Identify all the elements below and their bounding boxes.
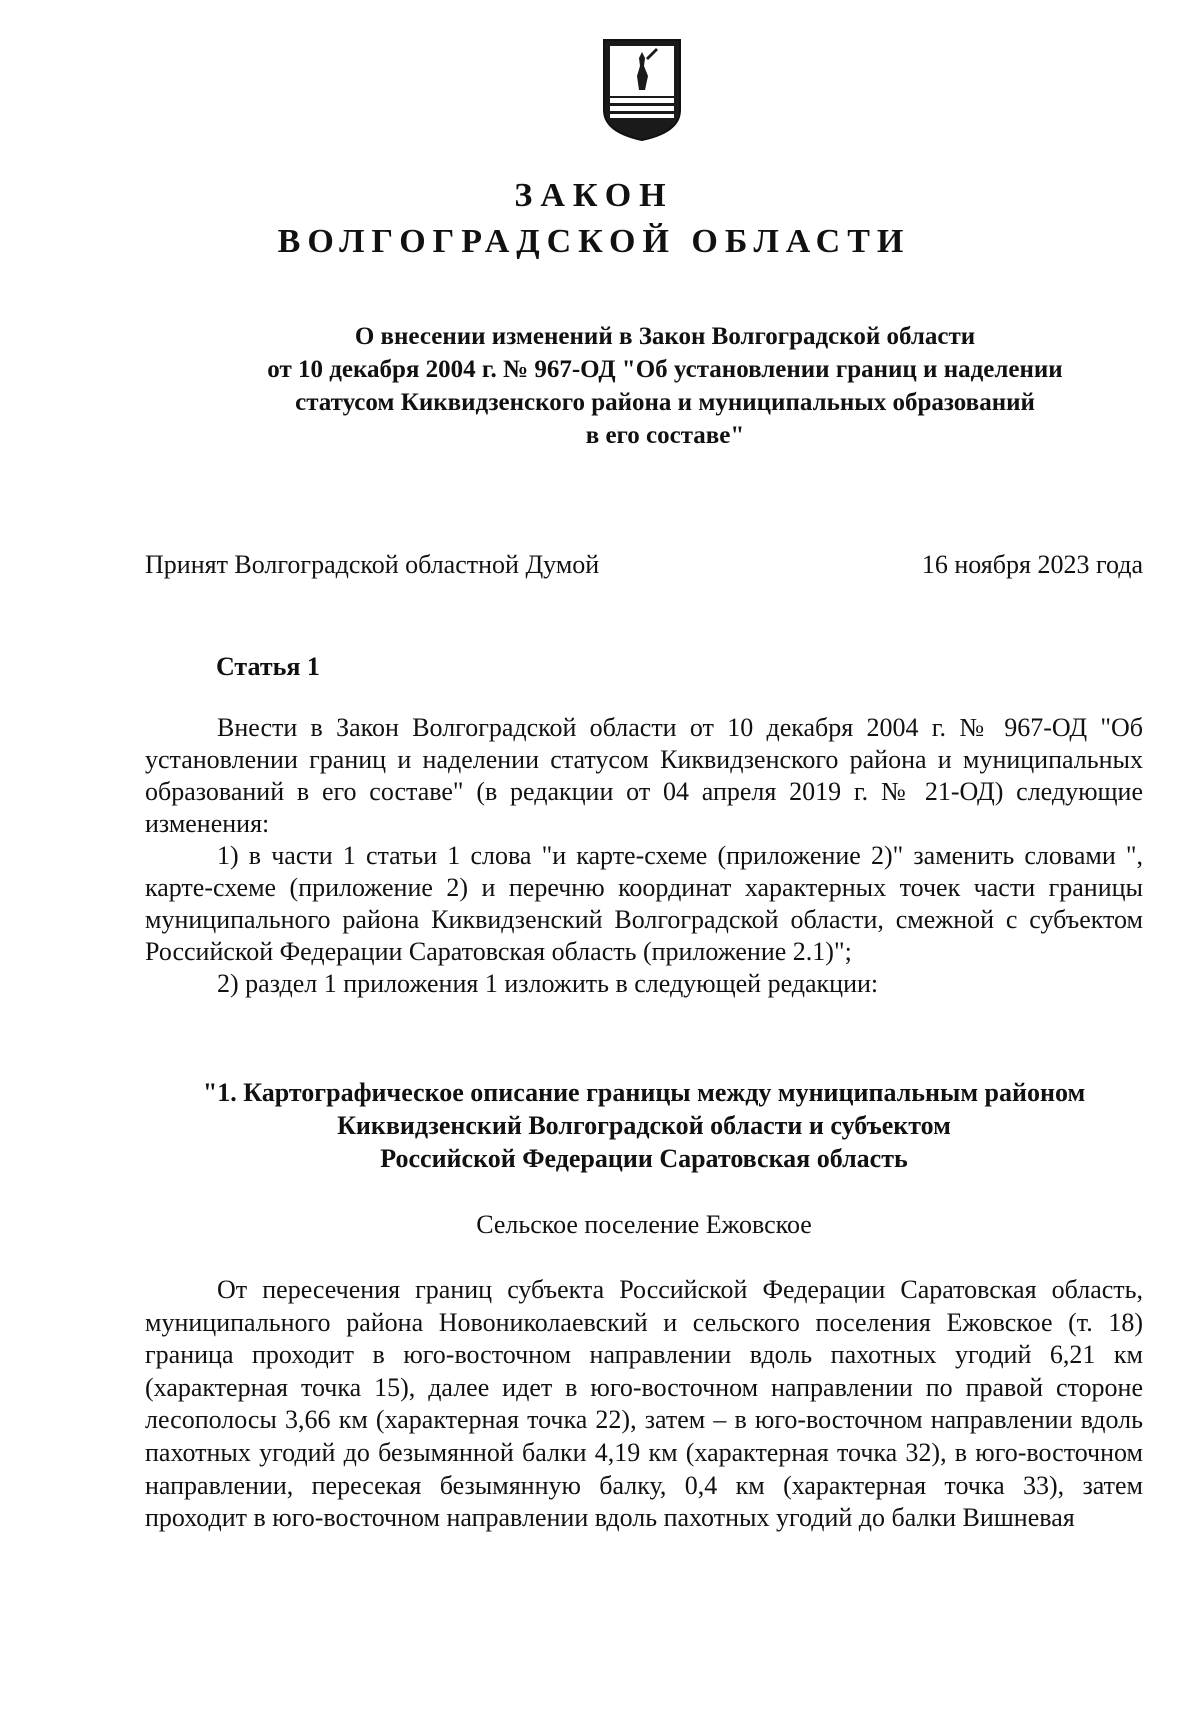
- section-heading-line: Киквидзенский Волгоградской области и субъектом: [337, 1111, 951, 1140]
- article-item-2: 2) раздел 1 приложения 1 изложить в следующей редакции:: [217, 969, 879, 998]
- article-heading: Статья 1: [216, 652, 320, 681]
- subtitle-line: от 10 декабря 2004 г. № 967-ОД "Об установлении границ и наделении: [267, 356, 1063, 383]
- section-heading-line: Российской Федерации Саратовская область: [380, 1144, 908, 1173]
- boundary-description: [145, 1274, 1143, 1535]
- article-body: [145, 712, 1143, 1000]
- section-heading-line: "1. Картографическое описание границы между муниципальным районом: [202, 1078, 1086, 1107]
- subtitle-line: в его составе": [585, 422, 745, 449]
- law-subtitle: [140, 320, 1190, 452]
- settlement-heading: Сельское поселение Ежовское: [476, 1210, 812, 1239]
- law-title: ЗАКОН: [514, 177, 674, 214]
- region-title: ВОЛГОГРАДСКОЙ ОБЛАСТИ: [277, 223, 911, 260]
- article-item-1: 1) в части 1 статьи 1 слова "и карте-схеме (приложение 2)" заменить словами ", карте-схеме (приложение 2) и перечню координат характерных точек части границы муниципального района Киквидзенский Волгоградской области, смежной с субъектом Российской Федерации Саратовская область (приложение 2.1)";: [145, 841, 1143, 966]
- adopted-by: Принят Волгоградской областной Думой: [145, 550, 600, 579]
- boundary-description-text: От пересечения границ субъекта Российской Федерации Саратовская область, муниципального района Новониколаевский и сельского поселения Ежовское (т. 18) граница проходит в юго-восточном направлении вдоль пахотных угодий 6,21 км (характерная точка 15), далее идет в юго-восточном направлении по правой стороне лесополосы 3,66 км (характерная точка 22), затем – в юго-восточном направлении вдоль пахотных угодий до безымянной балки 4,19 км (характерная точка 32), в юго-восточном направлении, пересекая безымянную балку, 0,4 км (характерная точка 33), затем проходит в юго-восточном направлении вдоль пахотных угодий до балки Вишневая: [145, 1275, 1143, 1533]
- adoption-date: 16 ноября 2023 года: [921, 550, 1143, 579]
- subtitle-line: статусом Киквидзенского района и муниципальных образований: [295, 389, 1035, 416]
- section-heading: [145, 1076, 1143, 1175]
- subtitle-line: О внесении изменений в Закон Волгоградской области: [354, 323, 976, 350]
- article-intro: Внести в Закон Волгоградской области от 10 декабря 2004 г. № 967-ОД "Об установлении границ и наделении статусом Киквидзенского района и муниципальных образований в его составе" (в редакции от 04 апреля 2019 г. № 21-ОД) следующие изменения:: [145, 713, 1143, 838]
- coat-of-arms-icon: [602, 38, 682, 142]
